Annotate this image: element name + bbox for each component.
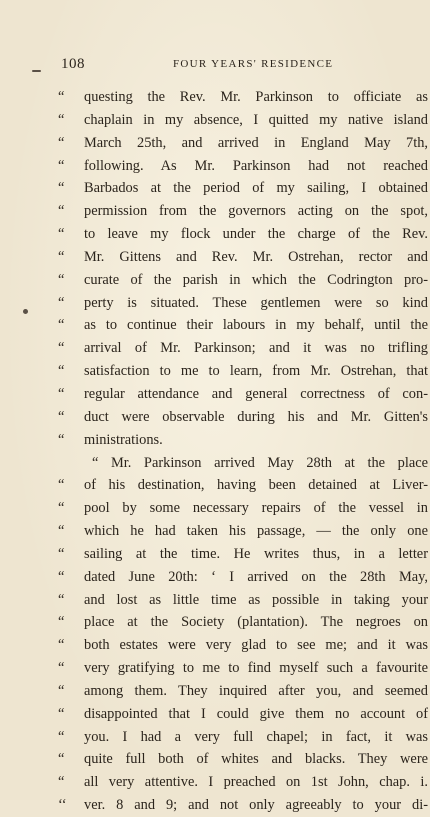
page-header xyxy=(61,56,406,76)
text-line xyxy=(58,748,428,771)
text-line xyxy=(58,86,428,109)
line-text: among them. They inquired after you, and seemed xyxy=(84,682,428,699)
text-line xyxy=(58,429,428,452)
quote-mark: “ xyxy=(58,431,65,448)
quote-mark: “ xyxy=(58,271,65,288)
text-line xyxy=(58,794,428,817)
margin-speck xyxy=(23,309,28,314)
text-line xyxy=(58,383,428,406)
page-number: 108 xyxy=(61,56,85,72)
quote-mark: “ xyxy=(58,317,65,334)
quote-mark: “ xyxy=(58,523,65,540)
quote-mark: “ xyxy=(58,180,65,197)
text-line xyxy=(58,109,428,132)
text-line xyxy=(58,589,428,612)
quote-mark: “ xyxy=(58,111,65,128)
line-text: all very attentive. I preached on 1st John, chap. i. xyxy=(84,774,428,791)
running-head: FOUR YEARS' RESIDENCE xyxy=(173,58,334,70)
line-text: duct were observable during his and Mr. Gitten's xyxy=(84,408,428,425)
line-text: permission from the governors acting on the spot, xyxy=(84,203,428,220)
line-text: of his destination, having been detained at Liver- xyxy=(84,477,428,494)
text-line xyxy=(58,452,428,475)
line-text: ministrations. xyxy=(84,431,163,448)
line-text: both estates were very glad to see me; and it was xyxy=(84,637,428,654)
quote-mark: “ xyxy=(58,340,65,357)
line-text: chaplain in my absence, I quitted my native island xyxy=(84,111,428,128)
line-text: regular attendance and general correctness of con- xyxy=(84,385,428,402)
text-line xyxy=(58,566,428,589)
text-line xyxy=(58,611,428,634)
quote-mark: “ xyxy=(58,477,65,494)
line-text: quite full both of whites and blacks. They were xyxy=(84,751,428,768)
text-line xyxy=(58,177,428,200)
line-text: and lost as little time as possible in taking your xyxy=(84,591,428,608)
line-text: pool by some necessary repairs of the vessel in xyxy=(84,500,428,517)
quote-mark: “ xyxy=(58,660,65,677)
line-text: Mr. Gittens and Rev. Mr. Ostrehan, rector and xyxy=(84,248,428,265)
line-text: place at the Society (plantation). The negroes on xyxy=(84,614,428,631)
text-line xyxy=(58,680,428,703)
quote-mark: “ xyxy=(58,591,65,608)
line-text: following. As Mr. Parkinson had not reached xyxy=(84,157,428,174)
text-line xyxy=(58,543,428,566)
line-text: “ Mr. Parkinson arrived May 28th at the place xyxy=(92,454,428,471)
line-text: ver. 8 and 9; and not only agreeably to your di- xyxy=(84,797,428,814)
quote-mark: “ xyxy=(58,545,65,562)
text-line xyxy=(58,657,428,680)
text-line xyxy=(58,337,428,360)
text-line xyxy=(58,634,428,657)
text-line xyxy=(58,520,428,543)
text-line xyxy=(58,406,428,429)
line-text: sailing at the time. He writes thus, in a letter xyxy=(84,545,428,562)
text-line xyxy=(58,223,428,246)
line-text: questing the Rev. Mr. Parkinson to officiate as xyxy=(84,89,428,105)
text-line xyxy=(58,200,428,223)
line-text: perty is situated. These gentlemen were so kind xyxy=(84,294,428,311)
body-text xyxy=(58,86,428,817)
quote-mark: ‘‘ xyxy=(58,797,67,814)
line-text: you. I had a very full chapel; in fact, it was xyxy=(84,728,428,745)
quote-mark: “ xyxy=(58,682,65,699)
line-text: very gratifying to me to find myself such a favourite xyxy=(84,660,428,677)
quote-mark: “ xyxy=(58,568,65,585)
quote-mark: “ xyxy=(58,157,65,174)
quote-mark: “ xyxy=(58,751,65,768)
quote-mark: “ xyxy=(58,705,65,722)
line-text: to leave my flock under the charge of the Rev. xyxy=(84,226,428,243)
line-text: Barbados at the period of my sailing, I obtained xyxy=(84,180,428,197)
quote-mark: “ xyxy=(58,500,65,517)
quote-mark: “ xyxy=(58,248,65,265)
text-line xyxy=(58,497,428,520)
line-text: curate of the parish in which the Codrington pro- xyxy=(84,271,428,288)
line-text: disappointed that I could give them no account of xyxy=(84,705,428,722)
quote-mark: “ xyxy=(58,774,65,791)
quote-mark: “ xyxy=(58,614,65,631)
quote-mark: “ xyxy=(58,294,65,311)
margin-speck xyxy=(32,70,41,72)
text-line xyxy=(58,726,428,749)
text-line xyxy=(58,314,428,337)
line-text: satisfaction to me to learn, from Mr. Ostrehan, that xyxy=(84,363,428,380)
text-line xyxy=(58,132,428,155)
quote-mark: “ xyxy=(58,363,65,380)
line-text: arrival of Mr. Parkinson; and it was no trifling xyxy=(84,340,428,357)
quote-mark: “ xyxy=(58,226,65,243)
quote-mark: “ xyxy=(58,637,65,654)
quote-mark: “ xyxy=(58,385,65,402)
line-text: dated June 20th: ‘ I arrived on the 28th May, xyxy=(84,568,428,585)
text-line xyxy=(58,360,428,383)
text-line xyxy=(58,474,428,497)
quote-mark: “ xyxy=(58,408,65,425)
text-line xyxy=(58,292,428,315)
quote-mark: “ xyxy=(58,134,65,151)
quote-mark: “ xyxy=(58,203,65,220)
text-line xyxy=(58,155,428,178)
line-text: which he had taken his passage, — the only one xyxy=(84,523,428,540)
text-line xyxy=(58,269,428,292)
text-line xyxy=(58,246,428,269)
quote-mark: “ xyxy=(58,89,65,105)
text-line xyxy=(58,703,428,726)
line-text: as to continue their labours in my behalf, until the xyxy=(84,317,428,334)
quote-mark: “ xyxy=(58,728,65,745)
line-text: March 25th, and arrived in England May 7th, xyxy=(84,134,428,151)
text-line xyxy=(58,771,428,794)
